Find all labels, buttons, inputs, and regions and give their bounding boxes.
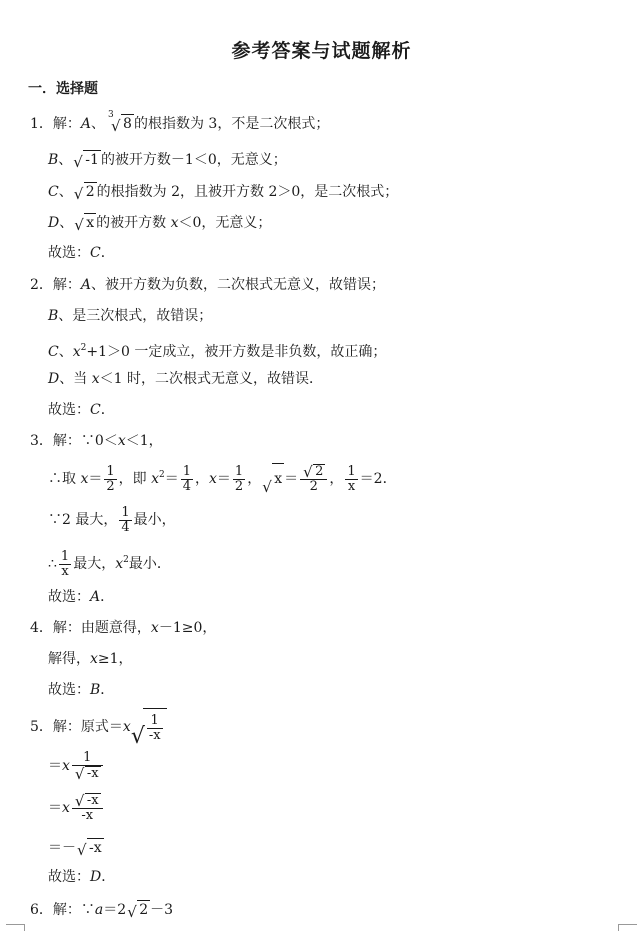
radical-sign-icon: √ xyxy=(74,765,85,783)
page-corner-mark xyxy=(618,924,637,931)
square-root xyxy=(74,213,96,232)
text: ＝ xyxy=(48,800,62,816)
text: ， xyxy=(329,471,344,487)
option-label: B xyxy=(48,308,59,324)
radicand: -x xyxy=(86,766,99,781)
text: 最小． xyxy=(128,556,171,572)
separator: 、 xyxy=(91,116,106,132)
answer-prefix: 故选： xyxy=(48,245,90,261)
option-label: D xyxy=(48,215,60,231)
text: 、被开方数为负数，二次根式无意义，故错误； xyxy=(91,277,386,293)
answer-value: D xyxy=(90,869,102,885)
denominator: x xyxy=(61,563,69,579)
numerator: 1 xyxy=(121,504,130,520)
radical-sign-icon: √ xyxy=(74,792,85,810)
text: 、是三次根式，故错误； xyxy=(58,308,213,324)
text: 的被开方数 xyxy=(96,215,171,231)
separator: 、 xyxy=(58,184,73,200)
answer-prefix: 故选： xyxy=(48,589,90,605)
q3-line-3 xyxy=(48,505,176,535)
q5-line-3 xyxy=(48,790,105,826)
q6-line-1 xyxy=(30,900,173,919)
q1-line-c xyxy=(48,182,398,201)
radicand xyxy=(143,708,167,746)
text: 解：∵0＜ xyxy=(52,433,118,449)
option-label: C xyxy=(48,184,59,200)
solve-label: 解： xyxy=(52,116,81,132)
q1-line-a xyxy=(30,110,330,135)
q3-line-1 xyxy=(30,432,163,450)
variable: x xyxy=(170,215,179,231)
radical-sign-icon: √ xyxy=(77,841,87,859)
text: ． xyxy=(101,869,116,885)
question-number: 6． xyxy=(30,902,53,918)
text: ． xyxy=(100,589,115,605)
q5-line-4 xyxy=(48,838,104,857)
variable: x xyxy=(122,719,131,735)
fraction xyxy=(147,714,163,743)
question-number: 2． xyxy=(30,277,53,293)
fraction xyxy=(345,465,357,494)
variable: a xyxy=(94,902,104,918)
radical-sign-icon: √ xyxy=(130,724,145,749)
q4-line-1 xyxy=(30,619,216,637)
q5-line-1 xyxy=(30,708,167,749)
radicand: 8 xyxy=(123,116,132,132)
option-label: D xyxy=(48,371,60,387)
answer-value: C xyxy=(90,245,101,261)
variable: x xyxy=(117,433,126,449)
q1-line-b xyxy=(48,150,287,169)
radical-sign-icon: √ xyxy=(262,478,272,496)
square-root xyxy=(130,708,167,749)
square-root xyxy=(77,838,104,857)
exponent: 2 xyxy=(80,343,87,353)
fraction xyxy=(181,465,193,494)
variable: x xyxy=(62,800,70,816)
text: －1≥0， xyxy=(158,620,217,636)
answer-value: A xyxy=(90,589,101,605)
answer-value: B xyxy=(90,682,101,698)
text: ＝ xyxy=(216,471,231,487)
text: 解：原式＝ xyxy=(52,719,123,735)
radical-sign-icon: √ xyxy=(127,903,137,921)
q3-line-2 xyxy=(48,460,397,494)
answer-prefix: 故选： xyxy=(48,682,90,698)
option-label: A xyxy=(80,116,92,132)
q4-line-2 xyxy=(48,650,133,668)
denominator: 4 xyxy=(121,519,130,535)
radical-sign-icon: √ xyxy=(111,117,121,135)
numerator: 1 xyxy=(106,463,115,479)
q4-answer xyxy=(48,681,114,699)
text: ． xyxy=(100,682,115,698)
text: ． xyxy=(100,402,115,418)
fraction xyxy=(72,751,103,781)
fraction xyxy=(72,793,103,823)
q2-line-a xyxy=(30,276,385,294)
fraction xyxy=(119,506,131,535)
variable: x xyxy=(150,620,159,636)
text: ＝ xyxy=(284,471,299,487)
text: ， xyxy=(195,471,210,487)
q2-line-c xyxy=(48,339,386,361)
text: ＜1 时，二次根式无意义，故错误． xyxy=(99,371,323,387)
q2-line-b xyxy=(48,307,212,325)
separator: 、 xyxy=(58,344,73,360)
q2-answer xyxy=(48,401,115,419)
q1-answer xyxy=(48,244,115,262)
q3-line-4 xyxy=(48,545,171,579)
variable: x xyxy=(62,758,70,774)
fraction xyxy=(300,464,327,494)
variable: x xyxy=(209,471,217,487)
section-heading: 一．选择题 xyxy=(28,81,98,97)
numerator: 1 xyxy=(72,751,103,766)
text: ∴ xyxy=(48,556,57,572)
q5-line-2 xyxy=(48,748,105,784)
option-label: B xyxy=(48,152,59,168)
question-number: 1． xyxy=(30,116,53,132)
square-root xyxy=(73,150,101,169)
text: 最大， xyxy=(73,556,116,572)
text: 解得， xyxy=(48,651,90,667)
variable: x xyxy=(80,471,89,487)
radicand: x xyxy=(272,463,284,494)
separator: 、 xyxy=(58,152,73,168)
denominator: 2 xyxy=(309,479,318,494)
text: 、当 xyxy=(59,371,92,387)
text: 的根指数为 2，且被开方数 2＞0，是二次根式； xyxy=(96,184,399,200)
option-label: C xyxy=(48,344,59,360)
text: －3 xyxy=(150,902,174,918)
text: 的根指数为 3，不是二次根式； xyxy=(133,116,330,132)
text: ＝ xyxy=(88,471,103,487)
text: ∴取 xyxy=(48,471,81,487)
variable: x xyxy=(115,556,124,572)
radicand: 2 xyxy=(315,464,324,479)
text: ， xyxy=(247,471,262,487)
square-root xyxy=(75,766,101,781)
variable: x xyxy=(90,651,98,667)
numerator: 1 xyxy=(234,463,244,479)
numerator xyxy=(72,793,103,809)
question-number: 4． xyxy=(30,620,53,636)
text: ∵2 最大， xyxy=(48,512,118,528)
square-root xyxy=(127,900,150,919)
page-title: 参考答案与试题解析 xyxy=(231,40,412,62)
numerator: 1 xyxy=(60,548,70,564)
question-number: 3． xyxy=(30,433,53,449)
text: ＝2． xyxy=(359,471,397,487)
denominator: -x xyxy=(81,808,94,823)
q2-line-d xyxy=(48,370,323,388)
variable: x xyxy=(91,371,100,387)
fraction xyxy=(59,550,71,579)
denominator: 2 xyxy=(234,478,244,494)
text: ＝2 xyxy=(103,902,127,918)
page-corner-mark xyxy=(6,924,25,931)
square-root xyxy=(262,463,284,494)
fraction xyxy=(104,465,116,494)
text: ＜1， xyxy=(125,433,163,449)
radical-sign-icon: √ xyxy=(73,185,84,203)
square-root xyxy=(303,464,325,479)
text: ＝－ xyxy=(48,840,76,856)
fraction xyxy=(233,465,245,494)
denominator: 4 xyxy=(182,478,192,494)
q1-line-d xyxy=(48,213,271,232)
text: ＜0，无意义； xyxy=(178,215,272,231)
separator: 、 xyxy=(59,215,74,231)
text: 的被开方数－1＜0，无意义； xyxy=(100,152,287,168)
variable: x xyxy=(151,471,159,487)
square-root xyxy=(74,182,97,201)
text: 解：∵ xyxy=(52,902,95,918)
radical-sign-icon: √ xyxy=(303,463,313,481)
radicand: -x xyxy=(86,793,99,808)
text: ． xyxy=(100,245,115,261)
radical-sign-icon: √ xyxy=(74,216,84,234)
numerator: 1 xyxy=(182,463,192,479)
cube-root xyxy=(108,110,134,135)
text: +1＞0 一定成立，被开方数是非负数，故正确； xyxy=(86,344,387,360)
numerator: 1 xyxy=(147,714,163,729)
denominator: -x xyxy=(148,727,161,743)
text: 最小， xyxy=(133,512,176,528)
numerator: 1 xyxy=(347,463,356,479)
radical-sign-icon: √ xyxy=(73,153,83,171)
root-index: 3 xyxy=(108,110,114,120)
square-root xyxy=(75,793,101,808)
numerator xyxy=(300,464,327,480)
radicand: 2 xyxy=(139,902,149,918)
text: ＝ xyxy=(48,758,62,774)
q3-answer xyxy=(48,588,114,606)
answer-value: C xyxy=(90,402,101,418)
q5-answer xyxy=(48,868,115,886)
radicand: 2 xyxy=(85,184,95,200)
exponent: 2 xyxy=(159,470,165,480)
radicand: x xyxy=(86,215,95,231)
answer-prefix: 故选： xyxy=(48,869,90,885)
denominator: x xyxy=(347,478,356,494)
exponent: 2 xyxy=(123,555,129,565)
text: ＝ xyxy=(164,471,179,487)
denominator xyxy=(72,766,103,781)
answer-prefix: 故选： xyxy=(48,402,90,418)
radicand: -1 xyxy=(85,152,99,168)
text: ，即 xyxy=(118,471,152,487)
variable: x xyxy=(72,344,81,360)
radicand: -x xyxy=(89,840,102,856)
solve-label: 解： xyxy=(52,277,81,293)
text: 解：由题意得， xyxy=(52,620,151,636)
denominator: 2 xyxy=(106,478,115,494)
option-label: A xyxy=(80,277,92,293)
text: ≥1， xyxy=(97,651,133,667)
question-number: 5． xyxy=(30,719,53,735)
